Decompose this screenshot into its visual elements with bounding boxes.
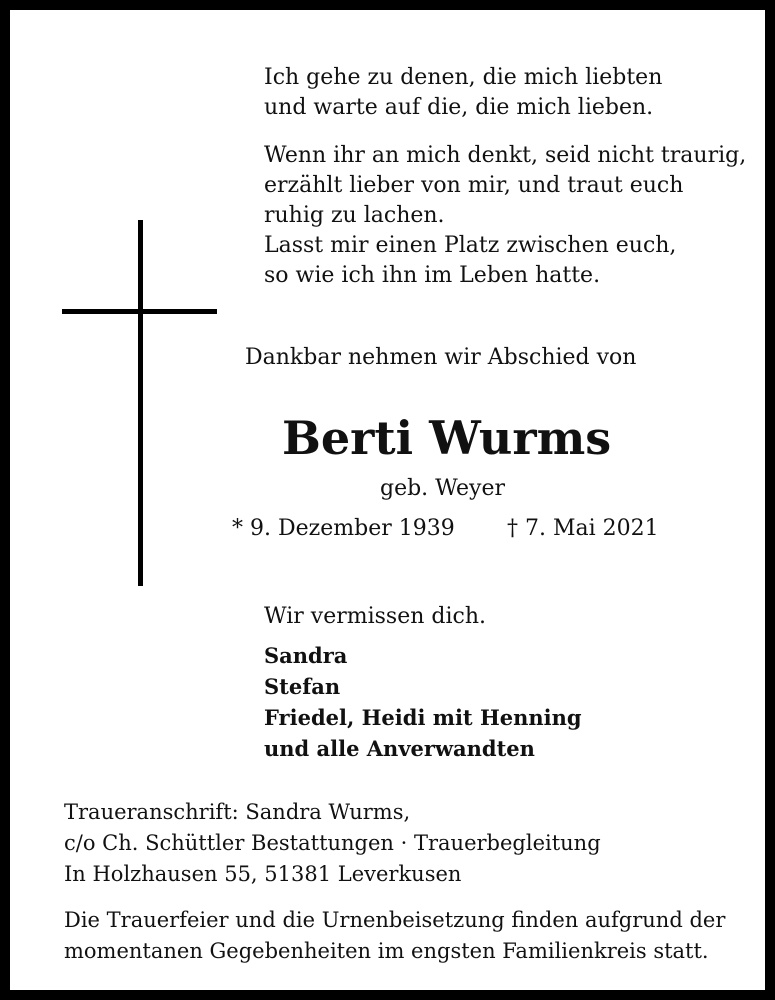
notice-line: Die Trauerfeier und die Urnenbeisetzung finden aufgrund der [64,908,726,932]
mourner-name: Sandra [264,643,348,668]
poem-line: Lasst mir einen Platz zwischen euch, [264,233,677,258]
mourner-name: und alle Anverwandten [264,736,535,761]
maiden-name: geb. Weyer [380,476,505,501]
poem-line: Ich gehe zu denen, die mich liebten [264,65,663,90]
mourner-name: Stefan [264,674,341,699]
mourning-address [64,797,601,890]
poem-line: so wie ich ihn im Leben hatte. [264,263,601,288]
notice-line: momentanen Gegebenheiten im engsten Familienkreis statt. [64,939,709,963]
farewell-intro: Dankbar nehmen wir Abschied von [245,345,637,370]
cross-icon-horizontal [62,309,217,314]
poem-line: und warte auf die, die mich lieben. [264,95,654,120]
cross-icon-vertical [138,220,143,586]
mourner-name: Friedel, Heidi mit Henning [264,705,582,730]
ceremony-notice [64,905,725,967]
mourners-list [264,640,582,764]
poem-line: Wenn ihr an mich denkt, seid nicht traurig, [264,143,747,168]
poem-stanza-1 [264,63,662,123]
address-line: Traueranschrift: Sandra Wurms, [64,800,411,824]
address-line: c/o Ch. Schüttler Bestattungen · Trauerbegleitung [64,831,601,855]
miss-you-text: Wir vermissen dich. [264,604,486,629]
deceased-name: Berti Wurms [282,411,612,465]
poem-stanza-2 [264,141,746,291]
birth-date: * 9. Dezember 1939 [232,516,455,541]
address-line: In Holzhausen 55, 51381 Leverkusen [64,862,462,886]
poem-line: erzählt lieber von mir, und traut euch [264,173,684,198]
death-date: † 7. Mai 2021 [507,516,659,541]
poem-line: ruhig zu lachen. [264,203,445,228]
